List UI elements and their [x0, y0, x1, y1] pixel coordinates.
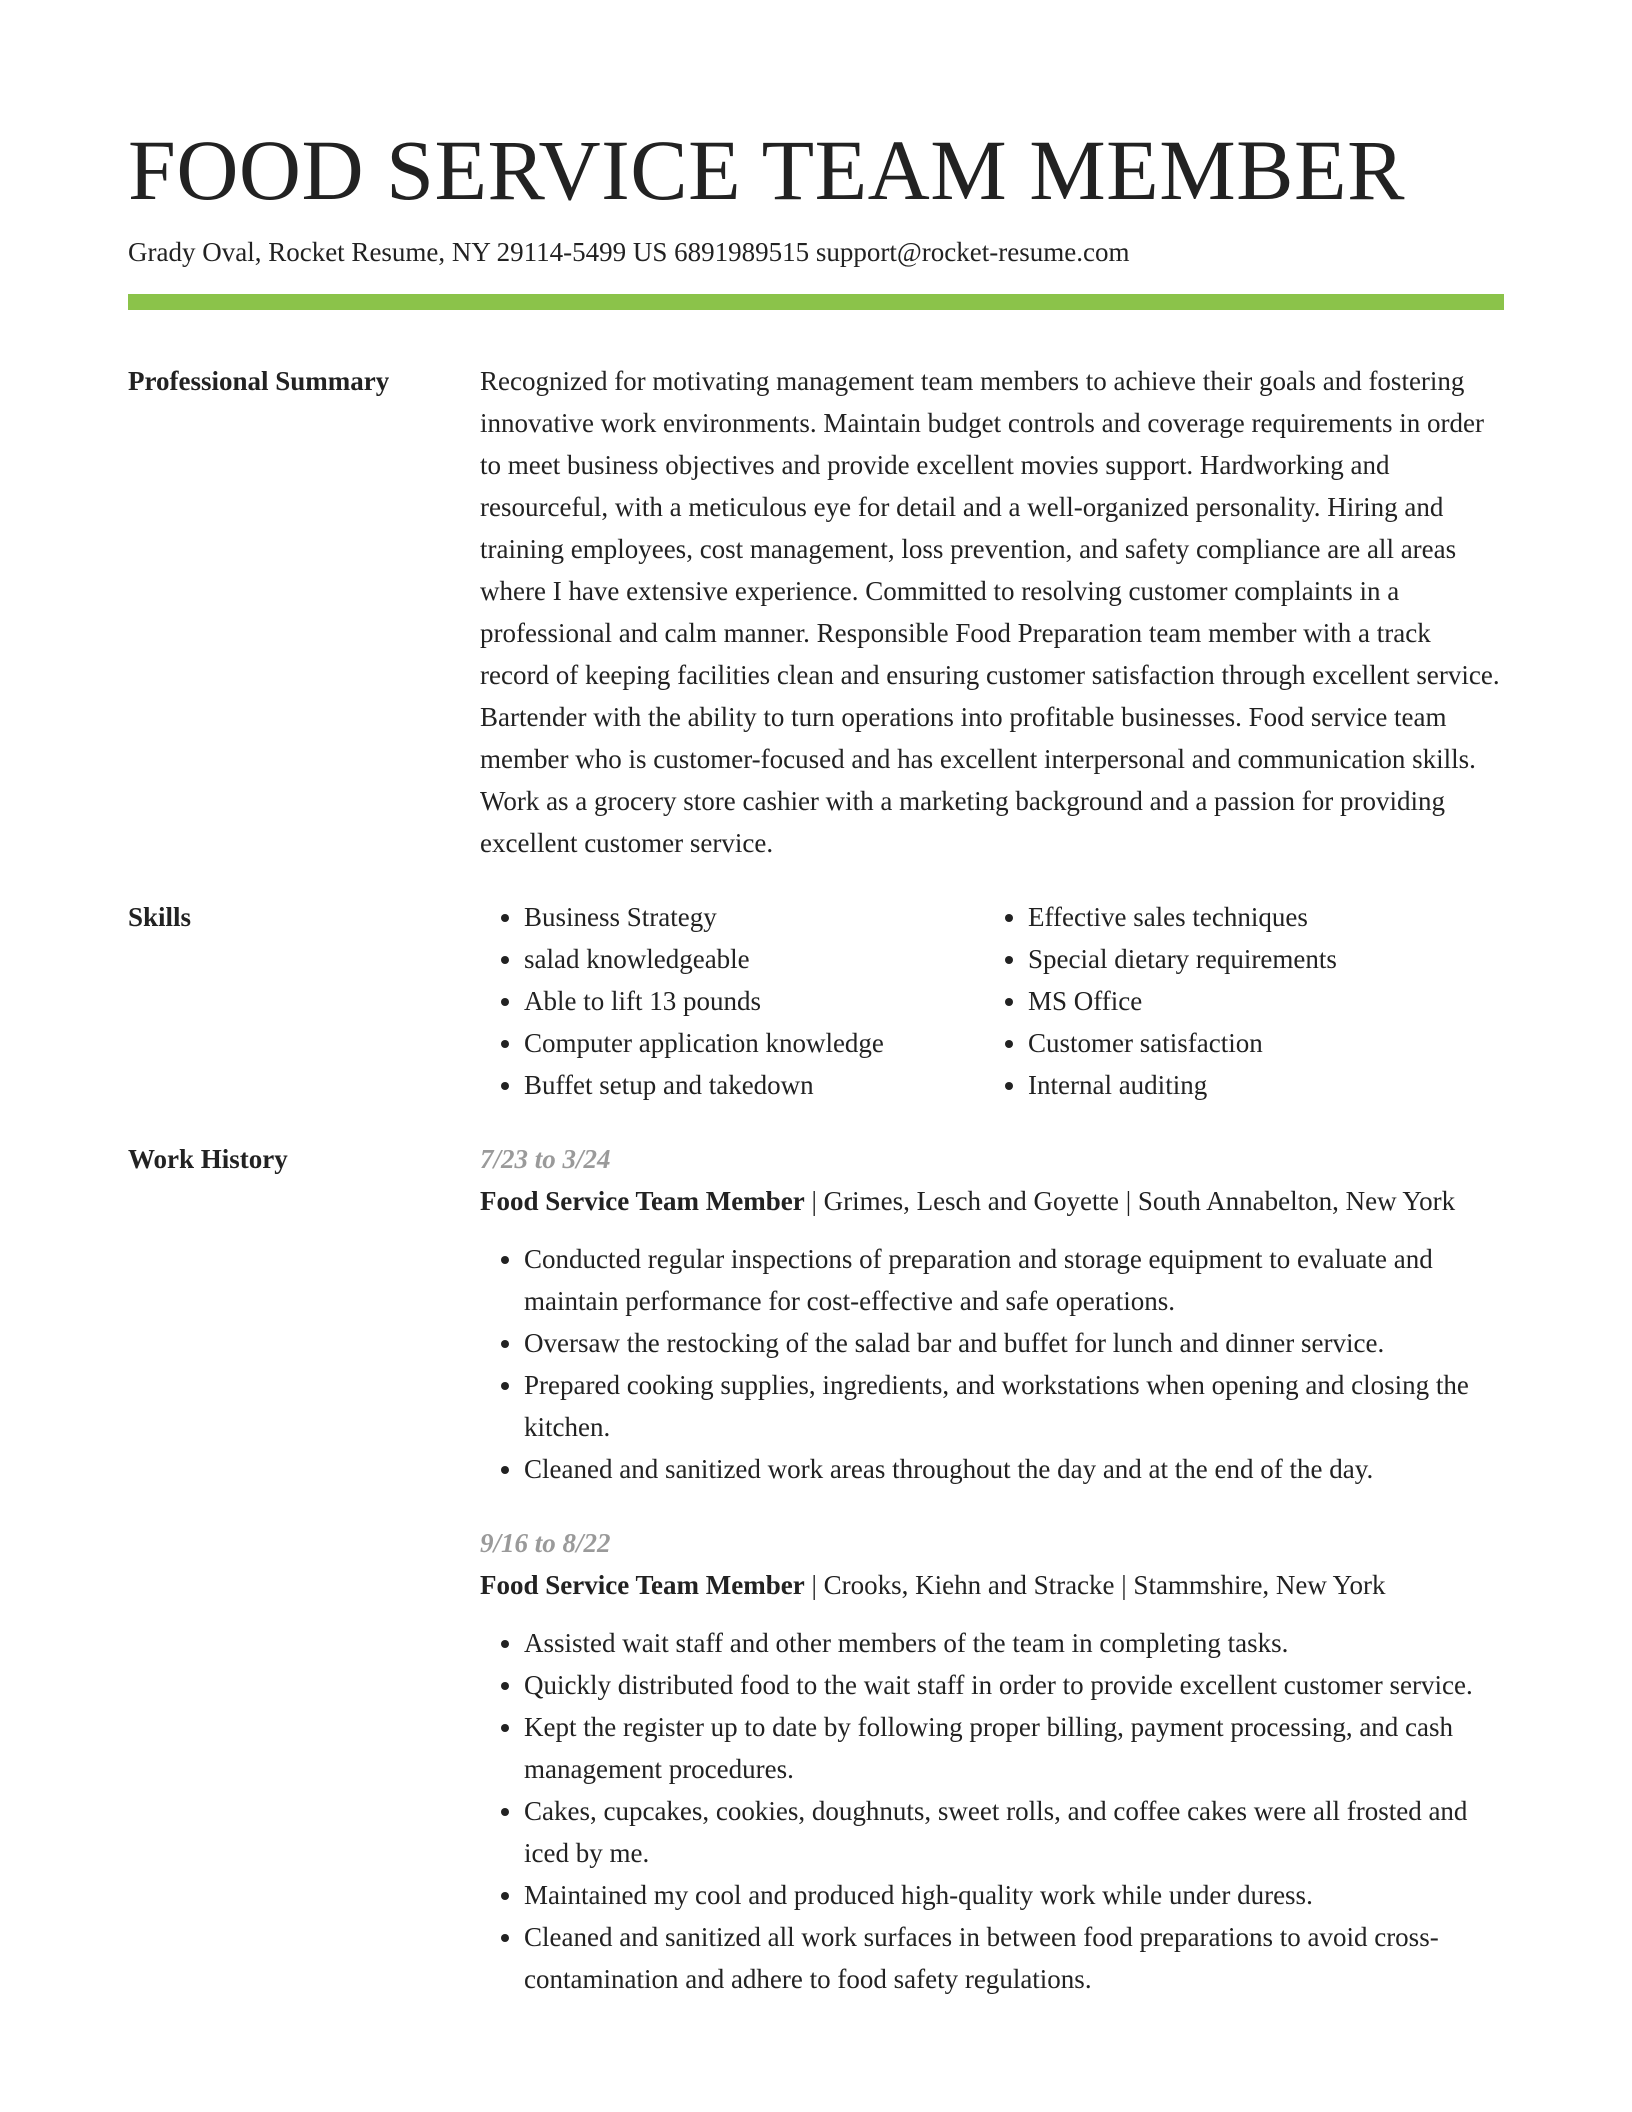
skills-section	[128, 896, 1504, 1106]
skills-list-left	[480, 896, 984, 1106]
contact-line: Grady Oval, Rocket Resume, NY 29114-5499 US 6891989515 support@rocket-resume.com	[128, 237, 1130, 267]
job-bullet: • Quickly distributed food to the wait staff in order to provide excellent customer service.	[524, 1664, 1504, 1706]
job-bullet: • Assisted wait staff and other members of the team in completing tasks.	[524, 1622, 1504, 1664]
job-employer-details: | Grimes, Lesch and Goyette | South Annabelton, New York	[804, 1186, 1456, 1216]
skills-body	[480, 896, 1504, 1106]
job-employer-details: | Crooks, Kiehn and Stracke | Stammshire, New York	[804, 1570, 1386, 1600]
job-title: Food Service Team Member	[480, 1570, 805, 1600]
job-bullet: • Oversaw the restocking of the salad bar and buffet for lunch and dinner service.	[524, 1322, 1504, 1364]
skill-item: • Business Strategy	[524, 896, 984, 938]
job-bullet: • Kept the register up to date by following proper billing, payment processing, and cash management procedures.	[524, 1706, 1504, 1790]
job-entry	[480, 1138, 1504, 1490]
skill-item: • Internal auditing	[1028, 1064, 1504, 1106]
skill-item: • salad knowledgeable	[524, 938, 984, 980]
job-heading	[480, 1564, 1504, 1606]
professional-summary-section	[128, 360, 1504, 864]
skill-item: • Computer application knowledge	[524, 1022, 984, 1064]
skill-item: • Effective sales techniques	[1028, 896, 1504, 938]
skill-item: • Able to lift 13 pounds	[524, 980, 984, 1022]
job-bullet: • Cleaned and sanitized all work surfaces in between food preparations to avoid cross-contamination and adhere to food safety regulations.	[524, 1916, 1504, 2000]
job-dates: 7/23 to 3/24	[480, 1144, 611, 1174]
resume-title: FOOD SERVICE TEAM MEMBER	[128, 122, 1405, 218]
skills-grid	[480, 896, 1504, 1106]
job-entry	[480, 1522, 1504, 2000]
work-history-body	[480, 1138, 1504, 2000]
job-bullets	[480, 1622, 1504, 2000]
job-dates: 9/16 to 8/22	[480, 1528, 611, 1558]
section-label-summary: Professional Summary	[128, 366, 390, 396]
section-label-work-history: Work History	[128, 1144, 288, 1174]
skill-item: • Customer satisfaction	[1028, 1022, 1504, 1064]
job-bullet: • Prepared cooking supplies, ingredients, and workstations when opening and closing the kitchen.	[524, 1364, 1504, 1448]
job-title: Food Service Team Member	[480, 1186, 805, 1216]
job-bullet: • Conducted regular inspections of preparation and storage equipment to evaluate and maintain performance for cost-effective and safe operations.	[524, 1238, 1504, 1322]
job-heading	[480, 1180, 1504, 1222]
summary-body	[480, 360, 1504, 864]
skill-item: • Buffet setup and takedown	[524, 1064, 984, 1106]
accent-divider	[128, 294, 1504, 310]
skill-item: • Special dietary requirements	[1028, 938, 1504, 980]
job-bullets	[480, 1238, 1504, 1490]
skills-list-right	[984, 896, 1504, 1106]
skill-item: • MS Office	[1028, 980, 1504, 1022]
section-label-skills: Skills	[128, 902, 192, 932]
work-history-section	[128, 1138, 1504, 2000]
summary-text: Recognized for motivating management team members to achieve their goals and fostering innovative work environments. Maintain budget controls and coverage requirements in order to meet business objectives and provide excellent movies support. Hardworking and resourceful, with a meticulous eye for detail and a well-organized personality. Hiring and training employees, cost management, loss prevention, and safety compliance are all areas where I have extensive experience. Committed to resolving customer complaints in a professional and calm manner. Responsible Food Preparation team member with a track record of keeping facilities clean and ensuring customer satisfaction through excellent service. Bartender with the ability to turn operations into profitable businesses. Food service team member who is customer-focused and has excellent interpersonal and communication skills. Work as a grocery store cashier with a marketing background and a passion for providing excellent customer service.	[480, 366, 1500, 858]
job-bullet: • Cleaned and sanitized work areas throughout the day and at the end of the day.	[524, 1448, 1504, 1490]
job-bullet: • Cakes, cupcakes, cookies, doughnuts, sweet rolls, and coffee cakes were all frosted and iced by me.	[524, 1790, 1504, 1874]
job-bullet: • Maintained my cool and produced high-quality work while under duress.	[524, 1874, 1504, 1916]
